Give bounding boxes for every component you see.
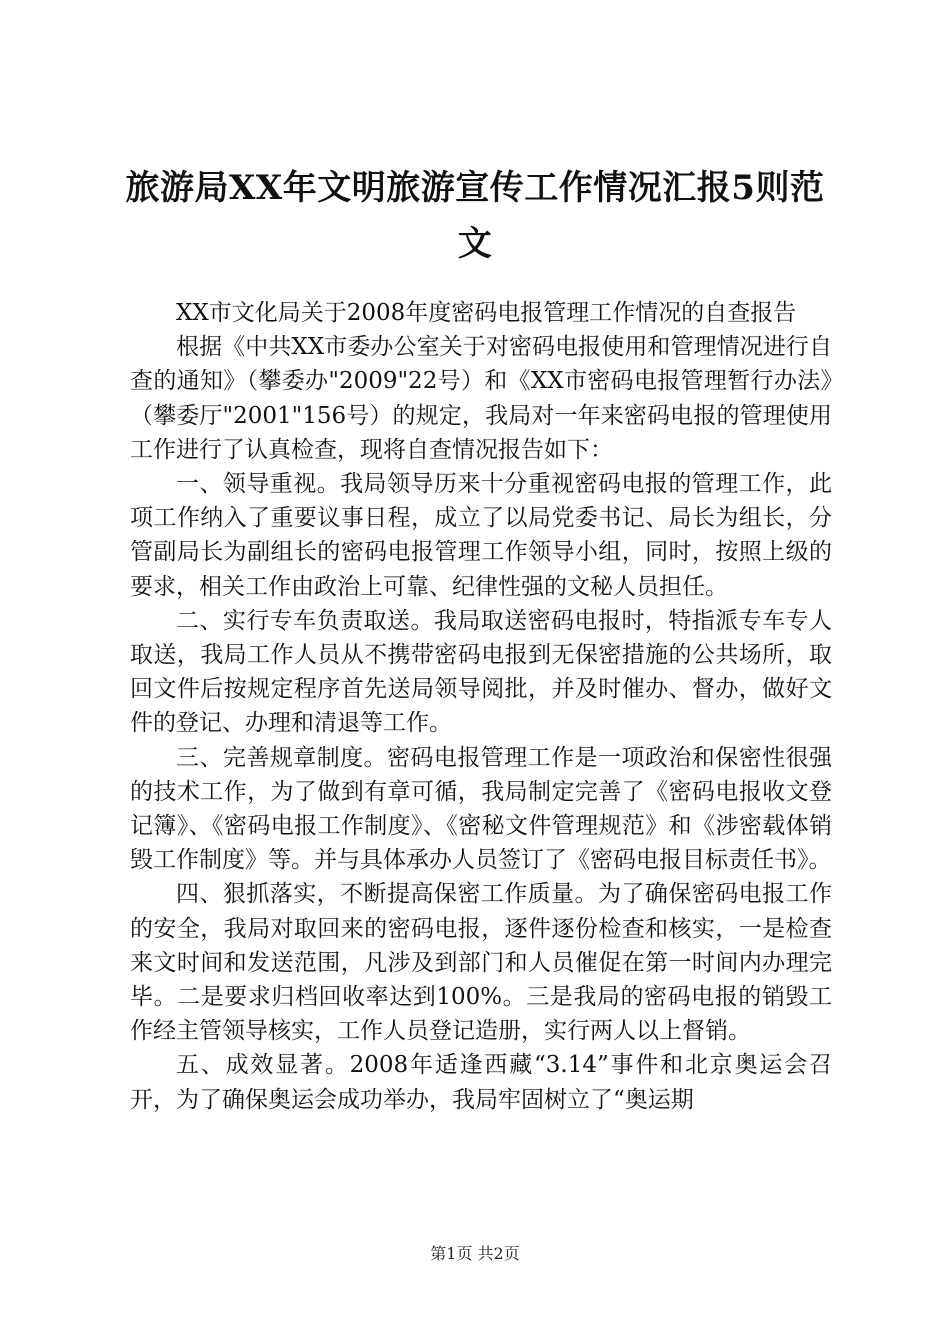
paragraph-intro: 根据《中共XX市委办公室关于对密码电报使用和管理情况进行自查的通知》（攀委办"2009"22号）和《XX市密码电报管理暂行办法》（攀委厅"2001"156号）的规定，我局对一年来密码电报的管理使用工作进行了认真检查，现将自查情况报告如下：: [130, 334, 832, 463]
document-body: [130, 296, 832, 1117]
document-title: 旅游局XX年文明旅游宣传工作情况汇报5则范文: [125, 168, 825, 264]
paragraph-regulations: 三、完善规章制度。密码电报管理工作是一项政治和保密性很强的技术工作，为了做到有章可循，我局制定完善了《密码电报收文登记簿》、《密码电报工作制度》、《密秘文件管理规范》和《涉密载体销毁工作制度》等。并与具体承办人员签订了《密码电报目标责任书》。: [130, 744, 832, 874]
paragraph-leadership: 一、领导重视。我局领导历来十分重视密码电报的管理工作，此项工作纳入了重要议事日程，成立了以局党委书记、局长为组长，分管副局长为副组长的密码电报管理工作领导小组，同时，按照上级的要求，相关工作由政治上可靠、纪律性强的文秘人员担任。: [130, 471, 832, 600]
paragraph-implementation: 四、狠抓落实，不断提高保密工作质量。为了确保密码电报工作的安全，我局对取回来的密码电报，逐件逐份检查和核实，一是检查来文时间和发送范围，凡涉及到部门和人员催促在第一时间内办理完毕。二是要求归档回收率达到100%。三是我局的密码电报的销毁工作经主管领导核实，工作人员登记造册，实行两人以上督销。: [130, 881, 832, 1045]
paragraph-dedicated-vehicle: 二、实行专车负责取送。我局取送密码电报时，特指派专车专人取送，我局工作人员从不携带密码电报到无保密措施的公共场所，取回文件后按规定程序首先送局领导阅批，并及时催办、督办，做好文件的登记、办理和清退等工作。: [130, 607, 832, 737]
page-number-footer: 第1页 共2页: [430, 1244, 520, 1263]
paragraph-results: 五、成效显著。2008年适逢西藏“3.14”事件和北京奥运会召开，为了确保奥运会成功举办，我局牢固树立了“奥运期: [130, 1052, 832, 1113]
paragraph-report-title: XX市文化局关于2008年度密码电报管理工作情况的自查报告: [176, 300, 797, 326]
